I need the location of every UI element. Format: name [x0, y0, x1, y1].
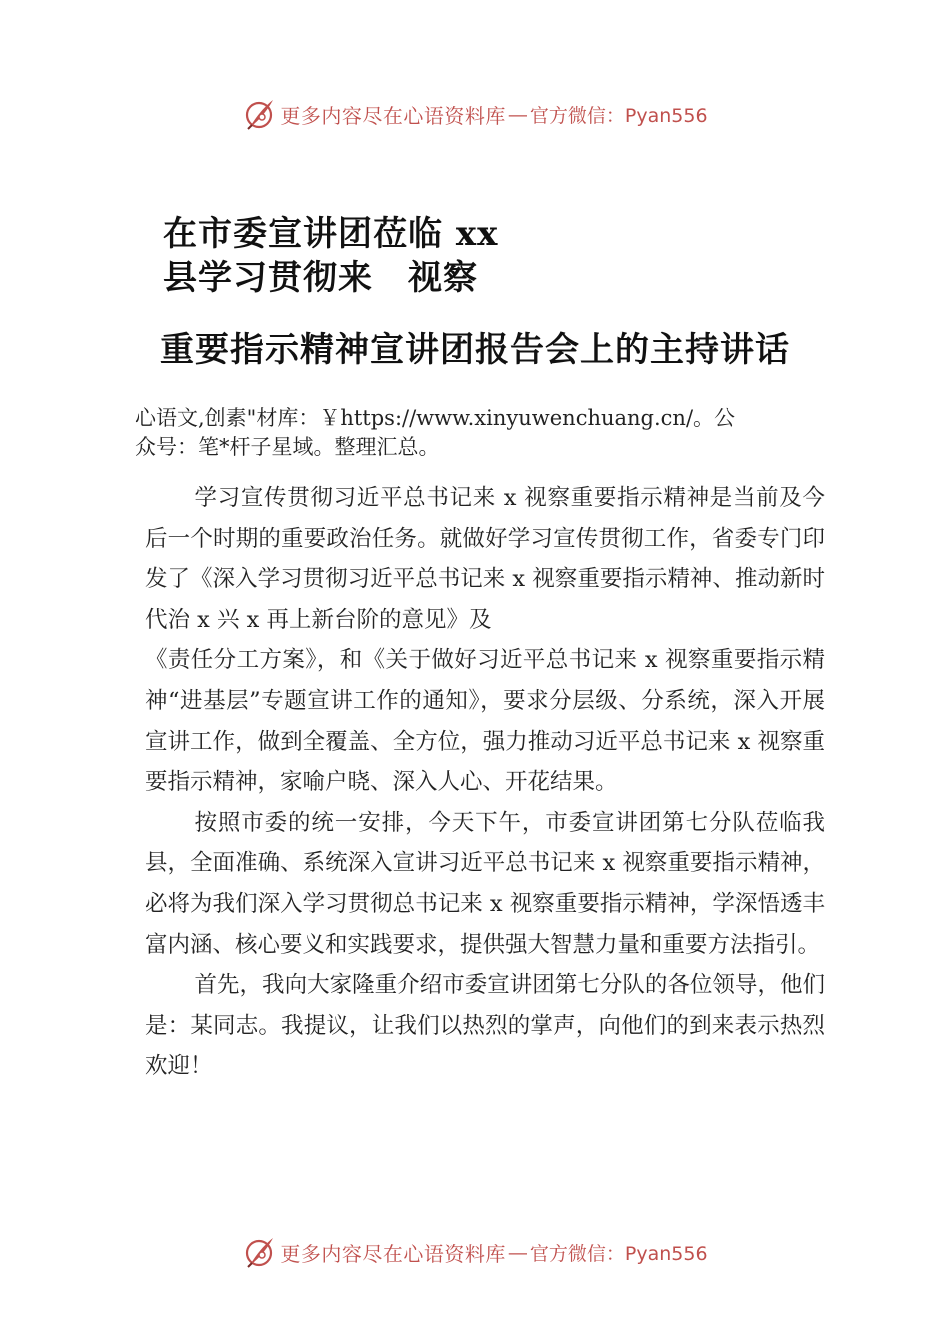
document-body: [145, 478, 825, 1087]
quill-pen-icon: [242, 97, 276, 131]
banner-wechat: 官方微信：Pyan556: [529, 1242, 708, 1265]
paragraph-3: 按照市委的统一安排，今天下午，市委宣讲团第七分队莅临我县，全面准确、系统深入宣讲习近平总书记来 x 视察重要指示精神，必将为我们深入学习贯彻总书记来 x 视察重要指示精神，学深悟透丰富内涵、核心要义和实践要求，提供强大智慧力量和重要方法指引。: [145, 809, 825, 958]
footer-banner: [0, 1232, 950, 1272]
banner-dash: —: [507, 1240, 528, 1264]
title-line-2: 县学习贯彻来 视察: [163, 258, 478, 298]
paragraph-2: 《责任分工方案》，和《关于做好习近平总书记来 x 视察重要指示精神“进基层”专题宣讲工作的通知》，要求分层级、分系统，深入开展宣讲工作，做到全覆盖、全方位，强力推动习近平总书记来 x 视察重要指示精神，家喻户晓、深入人心、开花结果。: [145, 647, 825, 796]
source-note: [135, 404, 835, 462]
banner-wechat: 官方微信：Pyan556: [529, 104, 708, 127]
paragraph-4: 首先，我向大家隆重介绍市委宣讲团第七分队的各位领导，他们是：某同志。我提议，让我们以热烈的掌声，向他们的到来表示热烈欢迎！: [145, 972, 825, 1080]
banner-text: 更多内容尽在心语资料库: [280, 103, 506, 128]
banner-dash: —: [507, 102, 528, 126]
paragraph-1: 学习宣传贯彻习近平总书记来 x 视察重要指示精神是当前及今后一个时期的重要政治任务。就做好学习宣传贯彻工作，省委专门印发了《深入学习贯彻习近平总书记来 x 视察重要指示精神、推动新时代治 x 兴 x 再上新台阶的意见》及: [145, 485, 825, 633]
quill-pen-icon: [242, 1235, 276, 1269]
title-line-1: 在市委宣讲团莅临 xx: [163, 214, 499, 254]
source-line-1: 心语文,创素"材库：￥https://www.xinyuwenchuang.cn/。公: [135, 406, 736, 430]
source-line-2: 众号：笔*杆子星域。整理汇总。: [135, 435, 440, 459]
banner-text: 更多内容尽在心语资料库: [280, 1241, 506, 1266]
header-banner: [0, 94, 950, 134]
title-line-3: 重要指示精神宣讲团报告会上的主持讲话: [160, 330, 790, 370]
